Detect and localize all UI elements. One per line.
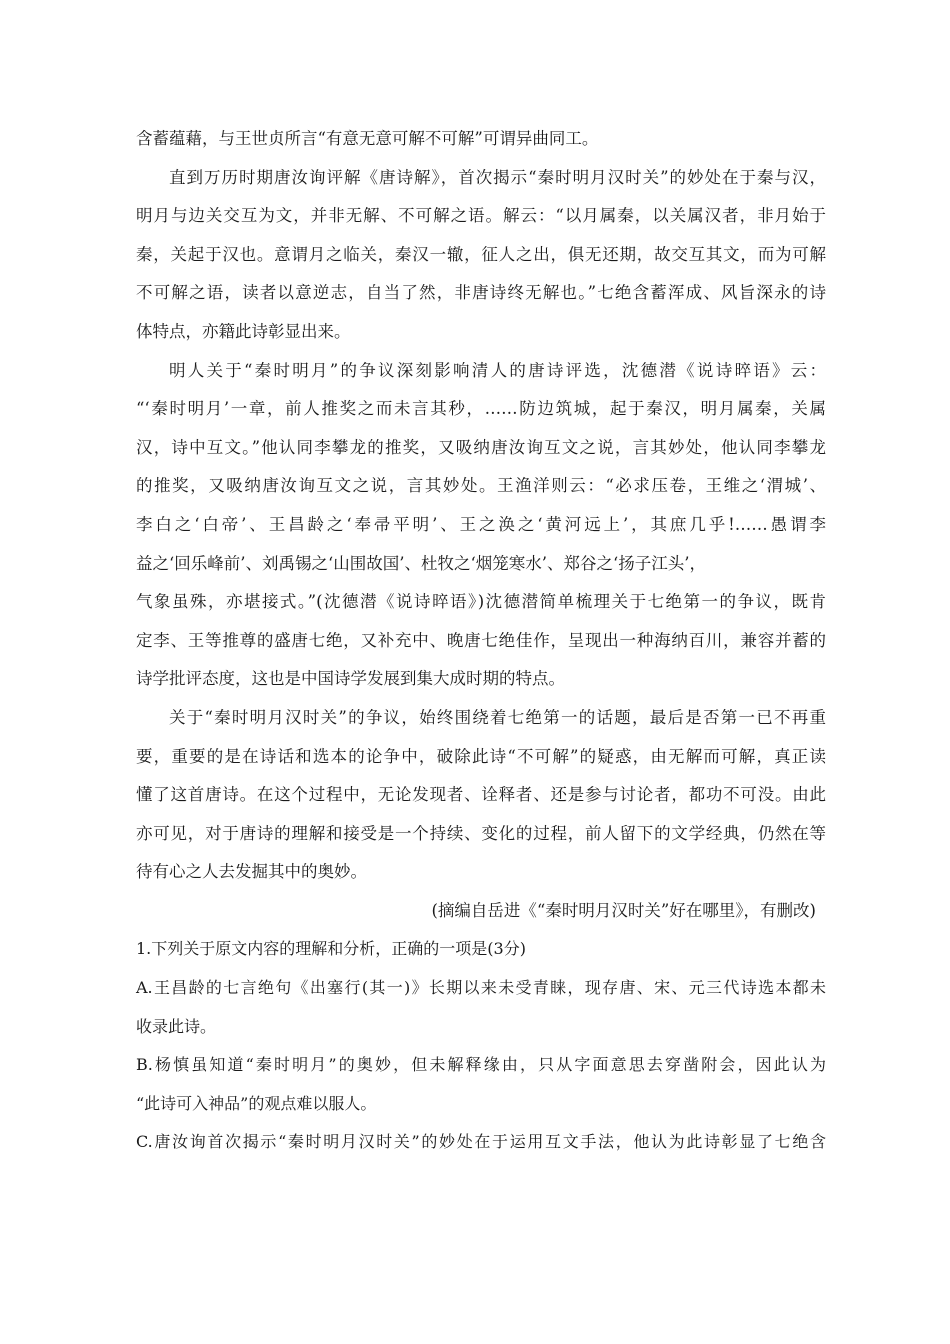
option-line: 收录此诗。 [136,1016,217,1036]
text-line: 体特点，亦籍此诗彰显出来。 [136,321,351,341]
option-line: B.杨慎虽知道“秦时明月”的奥妙，但未解释缘由，只从字面意思去穿凿附会，因此认为 [136,1055,826,1075]
option-b [136,1050,826,1127]
paragraph-tang-ruxun [136,163,826,356]
text-line: 李白之‘白帝’、王昌龄之‘奉帚平明’、王之涣之‘黄河远上’，其庶几乎!……愚谓李 [136,514,826,534]
question-stem: 1.下列关于原文内容的理解和分析，正确的一项是(3分) [136,939,526,959]
document-page [136,124,826,1166]
text-line: 关于“秦时明月汉时关”的争议，始终围绕着七绝第一的话题，最后是否第一已不再重 [169,707,826,727]
text-line: 待有心之人去发掘其中的奥妙。 [136,862,367,882]
text-line: 明人关于“秦时明月”的争议深刻影响清人的唐诗评选，沈德潜《说诗晬语》云： [169,360,826,380]
text-line: 汉，诗中互文。”他认同李攀龙的推奖，又吸纳唐汝询互文之说，言其妙处，他认同李攀龙 [136,437,826,457]
text-line: 不可解之语，读者以意逆志，自当了然，非唐诗终无解也。”七绝含蓄浑成、风旨深永的诗 [136,283,826,303]
text-line: 含蓄蕴藉，与王世贞所言“有意无意可解不可解”可谓异曲同工。 [136,129,599,148]
source-attribution: (摘编自岳进《“秦时明月汉时关”好在哪里》，有删改) [431,900,816,920]
option-line: C.唐汝询首次揭示“秦时明月汉时关”的妙处在于运用互文手法，他认为此诗彰显了七绝含 [136,1132,826,1152]
option-a [136,973,826,1050]
text-line: 懂了这首唐诗。在这个过程中，无论发现者、诠释者、还是参与讨论者，都功不可没。由此 [136,785,826,805]
paragraph-conclusion [136,703,826,896]
text-line: 直到万历时期唐汝询评解《唐诗解》，首次揭示“秦时明月汉时关”的妙处在于秦与汉， [169,167,826,187]
question-block [136,934,826,1166]
option-line: A.王昌龄的七言绝句《出塞行(其一)》长期以来未受青睐，现存唐、宋、元三代诗选本都未 [136,978,826,998]
text-line: 气象虽殊，亦堪接式。”(沈德潜《说诗晬语》)沈德潜简单梳理关于七绝第一的争议，既肯 [136,592,826,612]
text-line: 益之‘回乐峰前’、刘禹锡之‘山围故国’、杜牧之‘烟笼寒水’、郑谷之‘扬子江头’， [136,553,706,573]
option-line: “此诗可入神品”的观点难以服人。 [136,1093,377,1113]
paragraph-shen-deqian [136,356,826,703]
text-line: 秦，关起于汉也。意谓月之临关，秦汉一辙，征人之出，俱无还期，故交互其文，而为可解 [136,244,826,264]
text-line: 明月与边关交互为文，并非无解、不可解之语。解云：“以月属秦，以关属汉者，非月始于 [136,206,826,226]
text-line: 诗学批评态度，这也是中国诗学发展到集大成时期的特点。 [136,669,565,689]
text-line: 定李、王等推尊的盛唐七绝，又补充中、晚唐七绝佳作，呈现出一种海纳百川，兼容并蓄的 [136,630,826,650]
text-line: “‘秦时明月’一章，前人推奖之而未言其秒，……防边筑城，起于秦汉，明月属秦，关属 [136,399,826,419]
text-line: 的推奖，又吸纳唐汝询互文之说，言其妙处。王渔洋则云：“必求压卷，王维之‘渭城’、 [136,476,826,496]
text-line: 要，重要的是在诗话和选本的论争中，破除此诗“不可解”的疑惑，由无解而可解，真正读 [136,746,826,766]
text-line: 亦可见，对于唐诗的理解和接受是一个持续、变化的过程，前人留下的文学经典，仍然在等 [136,823,826,843]
option-c [136,1127,826,1166]
paragraph-continuation [136,124,826,163]
